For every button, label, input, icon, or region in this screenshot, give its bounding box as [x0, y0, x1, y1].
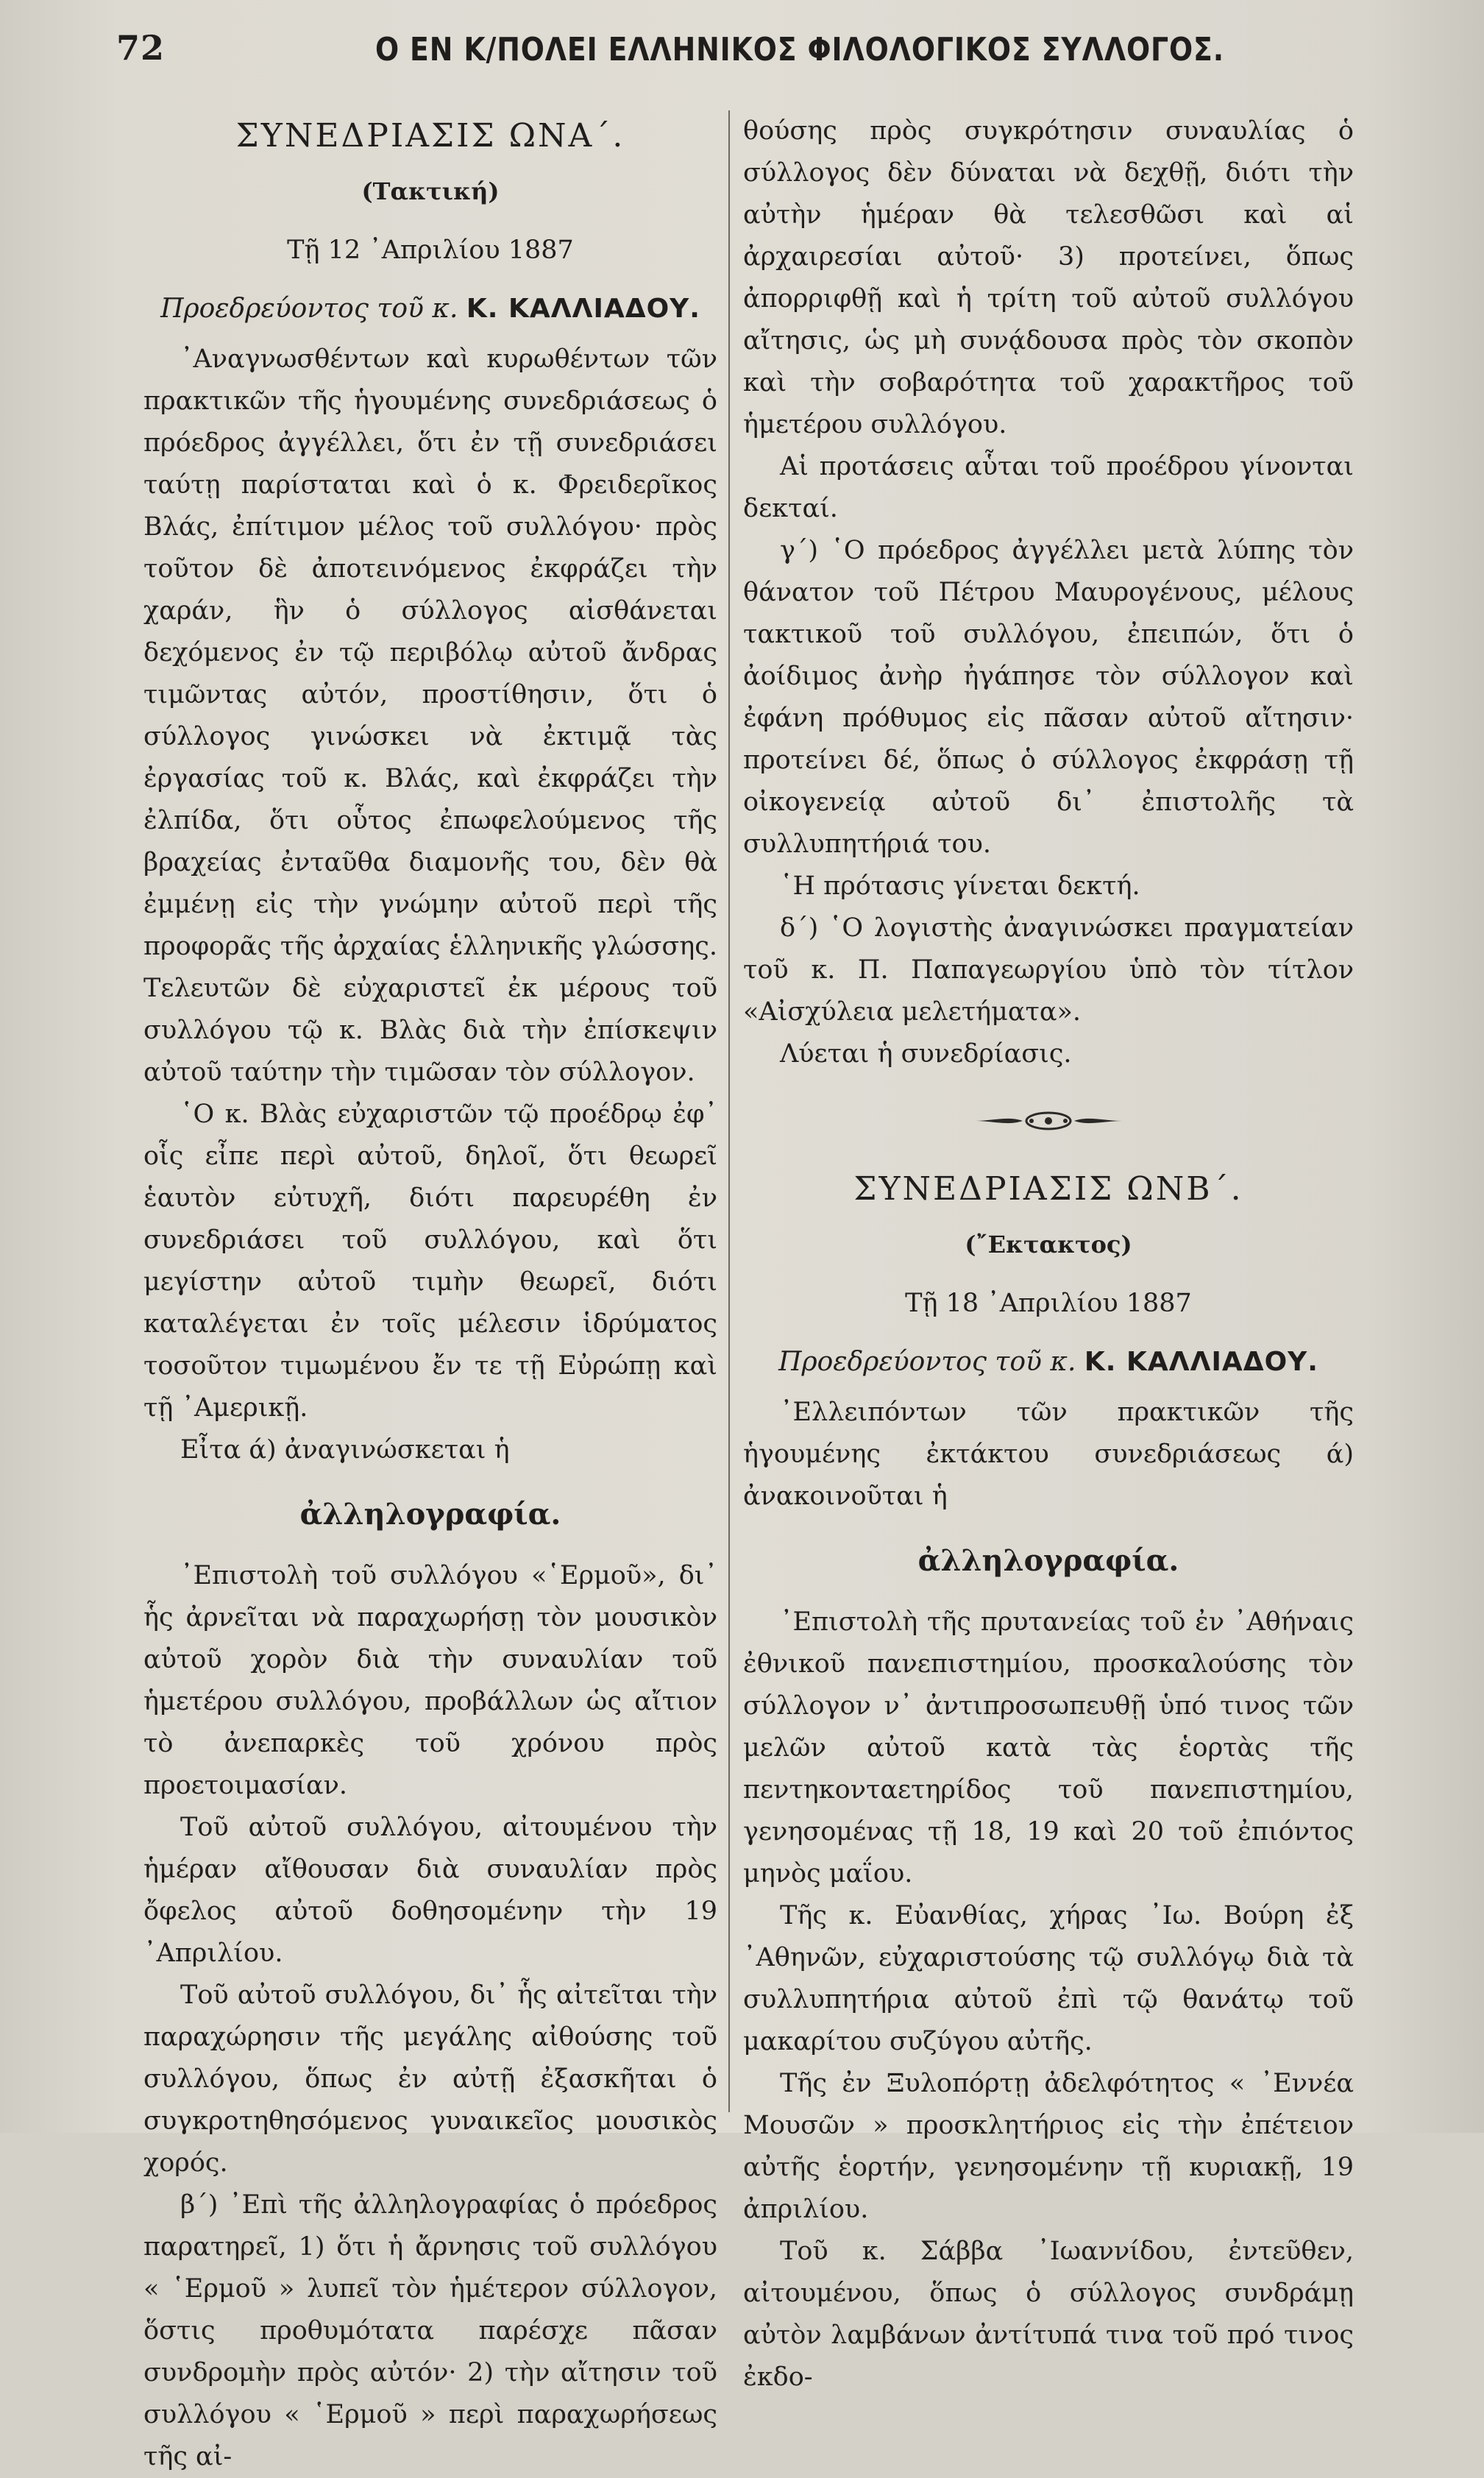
page-number: 72: [116, 28, 166, 68]
president-name: Κ. ΚΑΛΛΙΑΔΟΥ.: [1084, 1347, 1318, 1377]
correspondence-heading: ἀλληλογραφία.: [917, 1543, 1179, 1578]
paragraph: Τοῦ αὐτοῦ συλλόγου, δι᾿ ἧς αἰτεῖται τὴν παραχώρησιν τῆς μεγάλης αἰθούσης τοῦ συλλόγου, ὅπως ἐν αὐτῇ ἐξασκῆται ὁ συγκροτηθησόμενος γυναικεῖος μουσικὸς χορός.: [143, 1980, 717, 2178]
presidency-label: Προεδρεύοντος τοῦ κ.: [160, 294, 458, 324]
presidency-label: Προεδρεύοντος τοῦ κ.: [778, 1347, 1076, 1377]
paragraph: ᾿Ελλειπόντων τῶν πρακτικῶν τῆς ἡγουμένης ἐκτάκτου συνεδριάσεως ά) ἀνακοινοῦται ἡ: [743, 1398, 1354, 1511]
paragraph: δ΄) ῾Ο λογιστὴς ἀναγινώσκει πραγματείαν τοῦ κ. Π. Παπαγεωργίου ὑπὸ τὸν τίτλον «Αἰσχύλεια μελετήματα».: [743, 913, 1354, 1027]
paragraph: ᾿Αναγνωσθέντων καὶ κυρωθέντων τῶν πρακτικῶν τῆς ἡγουμένης συνεδριάσεως ὁ πρόεδρος ἀγγέλλει, ὅτι ἐν τῇ συνεδριάσει ταύτῃ παρίσταται καὶ ὁ κ. Φρειδερῖκος Βλάς, ἐπίτιμον μέλος τοῦ συλλόγου· πρὸς τοῦτον δὲ ἀποτεινόμενος ἐκφράζει τὴν χαράν, ἣν ὁ σύλλογος αἰσθάνεται δεχόμενος ἐν τῷ περιβόλῳ αὐτοῦ ἄνδρας τιμῶντας αὐτόν, προστίθησιν, ὅτι ὁ σύλλογος γινώσκει νὰ ἐκτιμᾷ τὰς ἐργασίας τοῦ κ. Βλάς, καὶ ἐκφράζει τὴν ἐλπίδα, ὅτι οὗτος ἐπωφελούμενος τῆς βραχείας ἐνταῦθα διαμονῆς του, δὲν θὰ ἐμμένῃ εἰς τὴν γνώμην αὐτοῦ περὶ τῆς προφορᾶς τῆς ἀρχαίας ἑλληνικῆς γλώσσης. Τελευτῶν δὲ εὐχαριστεῖ ἐκ μέρους τοῦ συλλόγου τῷ κ. Βλὰς διὰ τὴν ἐπίσκεψιν αὐτοῦ ταύτην τὴν τιμῶσαν τὸν σύλλογον.: [143, 344, 717, 1087]
ornament-divider: [743, 1105, 1354, 1134]
right-column: [743, 110, 1354, 2399]
paragraph: Τοῦ αὐτοῦ συλλόγου, αἰτουμένου τὴν ἡμέραν αἴθουσαν διὰ συναυλίαν πρὸς ὄφελος αὐτοῦ δοθησομένην τὴν 19 ᾿Απριλίου.: [143, 1813, 717, 1968]
session-852-date: Τῇ 18 ᾿Απριλίου 1887: [905, 1289, 1192, 1318]
session-851-date: Τῇ 12 ᾿Απριλίου 1887: [287, 236, 574, 265]
president-name: Κ. ΚΑΛΛΙΑΔΟΥ.: [466, 294, 700, 324]
correspondence-heading: ἀλληλογραφία.: [299, 1497, 561, 1532]
paragraph: ῾Ο κ. Βλὰς εὐχαριστῶν τῷ προέδρῳ ἐφ᾿ οἷς εἶπε περὶ αὐτοῦ, δηλοῖ, ὅτι θεωρεῖ ἑαυτὸν εὐτυχῆ, διότι παρευρέθη ἐν συνεδριάσει τοῦ συλλόγου, καὶ ὅτι μεγίστην αὐτοῦ τιμὴν θεωρεῖ, διότι καταλέγεται ἐν τοῖς μέλεσιν ἱδρύματος τοσοῦτον τιμωμένου ἔν τε τῇ Εὐρώπῃ καὶ τῇ ᾿Αμερικῇ.: [143, 1100, 717, 1423]
session-852-presidency: [743, 1340, 1354, 1384]
left-column: [143, 110, 717, 2478]
paragraph: ᾿Επιστολὴ τοῦ συλλόγου «῾Ερμοῦ», δι᾿ ἧς ἀρνεῖται νὰ παραχωρήσῃ τὸν μουσικὸν αὐτοῦ χορὸν διὰ τὴν συναυλίαν τοῦ ἡμετέρου συλλόγου, προβάλλων ὡς αἴτιον τὸ ἀνεπαρκὲς τοῦ χρόνου πρὸς προετοιμασίαν.: [143, 1561, 717, 1800]
session-851-presidency: [143, 287, 717, 331]
paragraph: Τῆς κ. Εὐανθίας, χήρας ᾿Ιω. Βούρη ἐξ ᾿Αθηνῶν, εὐχαριστούσης τῷ συλλόγῳ διὰ τὰ συλλυπητήρια αὐτοῦ ἐπὶ τῷ θανάτῳ τοῦ μακαρίτου συζύγου αὐτῆς.: [743, 1901, 1354, 2056]
paragraph: ῾Η πρότασις γίνεται δεκτή.: [780, 871, 1140, 901]
session-851-title: ΣΥΝΕΔΡΙΑΣΙΣ ΩΝΑ΄.: [235, 117, 625, 155]
paragraph: Λύεται ἡ συνεδρίασις.: [780, 1039, 1072, 1069]
column-divider: [728, 110, 730, 2112]
session-851-type: (Τακτική): [361, 177, 500, 205]
paragraph: γ΄) ῾Ο πρόεδρος ἀγγέλλει μετὰ λύπης τὸν θάνατον τοῦ Πέτρου Μαυρογένους, μέλους τακτικοῦ τοῦ συλλόγου, ἐπειπών, ὅτι ὁ ἀοίδιμος ἀνὴρ ἠγάπησε τὸν σύλλογον καὶ ἐφάνη πρόθυμος εἰς πᾶσαν αὐτοῦ αἴτησιν· προτείνει δέ, ὅπως ὁ σύλλογος ἐκφράσῃ τῇ οἰκογενείᾳ αὐτοῦ δι᾿ ἐπιστολῆς τὰ συλλυπητήριά του.: [743, 536, 1354, 859]
session-852-title: ΣΥΝΕΔΡΙΑΣΙΣ ΩΝΒ΄.: [853, 1170, 1243, 1208]
running-head: [110, 28, 1479, 79]
paragraph: Εἶτα ά) ἀναγινώσκεται ἡ: [180, 1435, 510, 1465]
paragraph: Τοῦ κ. Σάββα ᾿Ιωαννίδου, ἐντεῦθεν, αἰτουμένου, ὅπως ὁ σύλλογος συνδράμῃ αὐτὸν λαμβάνων ἀντίτυπά τινα τοῦ πρό τινος ἐκδο-: [743, 2237, 1354, 2392]
paragraph: θούσης πρὸς συγκρότησιν συναυλίας ὁ σύλλογος δὲν δύναται νὰ δεχθῇ, διότι τὴν αὐτὴν ἡμέραν θὰ τελεσθῶσι καὶ αἱ ἀρχαιρεσίαι αὐτοῦ· 3) προτείνει, ὅπως ἀπορριφθῇ καὶ ἡ τρίτη τοῦ αὐτοῦ συλλόγου αἴτησις, ὡς μὴ συνᾴδουσα πρὸς τὸν σκοπὸν καὶ τὴν σοβαρότητα τοῦ χαρακτῆρος τοῦ ἡμετέρου συλλόγου.: [743, 116, 1354, 439]
paragraph: Αἱ προτάσεις αὗται τοῦ προέδρου γίνονται δεκταί.: [743, 452, 1354, 523]
journal-title: Ο ΕΝ Κ/ΠΟΛΕΙ ΕΛΛΗΝΙΚΟΣ ΦΙΛΟΛΟΓΙΚΟΣ ΣΥΛΛΟΓΟΣ.: [375, 31, 1224, 68]
ornament-divider-icon: [971, 1108, 1126, 1133]
paragraph: β΄) ᾿Επὶ τῆς ἀλληλογραφίας ὁ πρόεδρος παρατηρεῖ, 1) ὅτι ἡ ἄρνησις τοῦ συλλόγου « ῾Ερμοῦ » λυπεῖ τὸν ἡμέτερον σύλλογον, ὅστις προθυμότατα παρέσχε πᾶσαν συνδρομὴν πρὸς αὐτόν· 2) τὴν αἴτησιν τοῦ συλλόγου « ῾Ερμοῦ » περὶ παραχωρήσεως τῆς αἰ-: [143, 2190, 717, 2471]
paragraph: ᾿Επιστολὴ τῆς πρυτανείας τοῦ ἐν ᾿Αθήναις ἐθνικοῦ πανεπιστημίου, προσκαλούσης τὸν σύλλογον ν᾿ ἀντιπροσωπευθῇ ὑπό τινος τῶν μελῶν αὐτοῦ κατὰ τὰς ἑορτὰς τῆς πεντηκονταετηρίδος τοῦ πανεπιστημίου, γενησομένας τῇ 18, 19 καὶ 20 τοῦ ἐπιόντος μηνὸς μαΐου.: [743, 1607, 1354, 1888]
paragraph: Τῆς ἐν Ξυλοπόρτῃ ἀδελφότητος « ᾿Εννέα Μουσῶν » προσκλητήριος εἰς τὴν ἐπέτειον αὐτῆς ἑορτήν, γενησομένην τῇ κυριακῇ, 19 ἀπριλίου.: [743, 2069, 1354, 2224]
session-852-type: (῎Εκτακτος): [965, 1231, 1132, 1259]
